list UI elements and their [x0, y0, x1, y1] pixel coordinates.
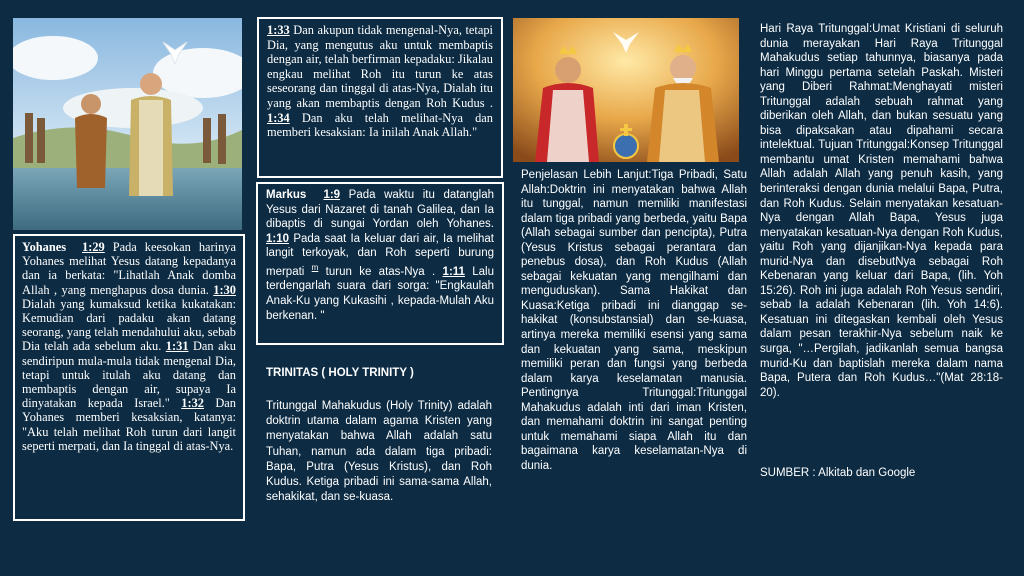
verse-text: Dan aku telah melihat-Nya dan memberi kesaksian: Ia inilah Anak Allah.": [267, 110, 493, 140]
verse-ref: 1:34: [267, 110, 290, 125]
penjelasan-body: Penjelasan Lebih Lanjut:Tiga Pribadi, Satu Allah:Doktrin ini menyatakan bahwa Allah itu tunggal, namun memiliki manifestasi dalam tiga pribadi yang berbeda, yaitu Bapa (Allah sebagai sumber dan pencipta), Putra (Yesus Kristus sebagai perantara dan penebus dosa), dan Roh Kudus (Allah sebagai kekuatan yang mengilhami dan menguduskan). Sama Hakikat dan Kuasa:Ketiga pribadi ini dianggap se-hakikat (konsubstansial) dan se-kuasa, artinya mereka memiliki esensi yang sama dan kekuatan yang sama, meskipun memiliki peran dan fungsi yang berbeda dalam karya keselamatan manusia. Pentingnya Tritunggal:Tritunggal Mahakudus adalah inti dari iman Kristen, dan memahami doktrin ini sangat penting untuk memahami siapa Allah itu dan bagaimana karya keselamatan-Nya di dunia.: [521, 169, 747, 472]
trinity-illustration: [513, 18, 739, 162]
verse-text: Dan Yohanes memberi kesaksian, katanya: "Aku telah melihat Roh turun dari langit seperti merpati, dan Ia tinggal di atas-Nya.: [22, 396, 236, 453]
footnote-mark: m: [311, 262, 319, 272]
yohanes-passage-box: [13, 234, 245, 521]
source-credit: SUMBER : Alkitab dan Google: [760, 467, 916, 479]
verse-ref: 1:11: [442, 265, 465, 278]
yohanes-continued-box: [257, 17, 503, 178]
verse-ref: 1:9: [323, 189, 341, 201]
book-name-markus: Markus: [266, 189, 307, 201]
verse-ref: 1:31: [165, 339, 189, 354]
baptism-illustration: [13, 18, 242, 230]
hari-raya-body: Hari Raya Tritunggal:Umat Kristiani di seluruh dunia merayakan Hari Raya Tritunggal Mahakudus setiap tahunnya, biasanya pada hari Minggu pertama setelah Paskah. Misteri yang Diberi Rahmat:Menghayati misteri Tritunggal adalah sebuah rahmat yang diberikan oleh Allah, dan bukan sesuatu yang bisa dipaksakan atau dipahami secara intelektual. Tujuan Tritunggal:Konsep Tritunggal membantu umat Kristen memahami bahwa Allah adalah Allah yang penuh kasih, yang berinteraksi dengan dunia melalui Bapa, Putra, dan Roh Kudus. Selain menyatakan kesatuan-Nya dengan Allah Bapa, Yesus juga menyatakan kesatuan-Nya dengan Roh Kudus, yaitu Roh yang dijanjikan-Nya kepada para murid-Nya dan disebutNya sebagai Roh Kebenaran yang keluar dari Bapa, (lih. Yoh 15:26). Roh ini juga adalah Roh Yesus sendiri, sebab Ia adalah Kebenaran (lih. Yoh 14:6). Kesatuan ini ditegaskan kembali oleh Yesus dalam pesan terakhir-Nya sebelum naik ke surga, "…Pergilah, jadikanlah semua bangsa murid-Ku dan baptislah mereka dalam nama Bapa, Putera dan Roh Kudus…"(Mat 28:18-20).: [760, 23, 1003, 399]
markus-passage-box: [256, 182, 504, 345]
verse-ref: 1:33: [267, 23, 290, 37]
verse-ref: 1:30: [213, 282, 236, 297]
verse-text: Pada saat Ia keluar dari air, Ia melihat langit terkoyak, dan Roh seperti burung merpati: [266, 232, 494, 278]
trinitas-body: Tritunggal Mahakudus (Holy Trinity) adalah doktrin utama dalam agama Kristen yang menyatakan bahwa Allah adalah satu Tuhan, namun ada dalam tiga pribadi: Bapa, Putra (Yesus Kristus), dan Roh Kudus. Ketiga pribadi ini sama-sama Allah, sehakikat, dan se-kuasa.: [266, 400, 492, 504]
verse-ref: 1:32: [181, 396, 204, 411]
book-name-yohanes: Yohanes: [22, 240, 67, 254]
verse-text: turun ke atas-Nya .: [318, 265, 443, 278]
verse-text: Dan aku sendiripun mula-mula tidak mengenal Dia, tetapi untuk itulah aku datang dan membaptis dengan air, supaya Ia dinyatakan kepada Israel.": [22, 339, 236, 411]
verse-text: Dan akupun tidak mengenal-Nya, tetapi Dia, yang mengutus aku untuk membaptis dengan air, telah berfirman kepadaku: Jikalau engkau melihat Roh itu turun ke atas seseorang dan tinggal di atas-Nya, Dialah itu yang akan membaptis dengan Roh Kudus .: [267, 23, 493, 110]
verse-ref: 1:29: [82, 240, 105, 254]
verse-text: Pada waktu itu datanglah Yesus dari Nazaret di tanah Galilea, dan Ia dibaptis di sungai Yordan oleh Yohanes.: [266, 189, 494, 231]
trinitas-title: TRINITAS ( HOLY TRINITY ): [266, 367, 414, 379]
holy-trinity-image: [513, 18, 739, 162]
verse-ref: 1:10: [266, 232, 290, 245]
verse-text: Dialah yang kumaksud ketika kukatakan: Kemudian dari padaku akan datang seorang, yang telah mendahului aku, sebab Dia telah ada sebelum aku.: [22, 296, 236, 354]
baptism-image: [13, 18, 242, 230]
verse-text: Lalu terdengarlah suara dari sorga: "Engkaulah Anak-Ku yang Kukasihi , kepada-Mulah Aku berkenan. ": [266, 265, 495, 322]
verse-text: Pada keesokan harinya Yohanes melihat Yesus datang kepadanya dan ia berkata: "Lihatlah Anak domba Allah , yang menghapus dosa dunia.: [22, 240, 236, 297]
